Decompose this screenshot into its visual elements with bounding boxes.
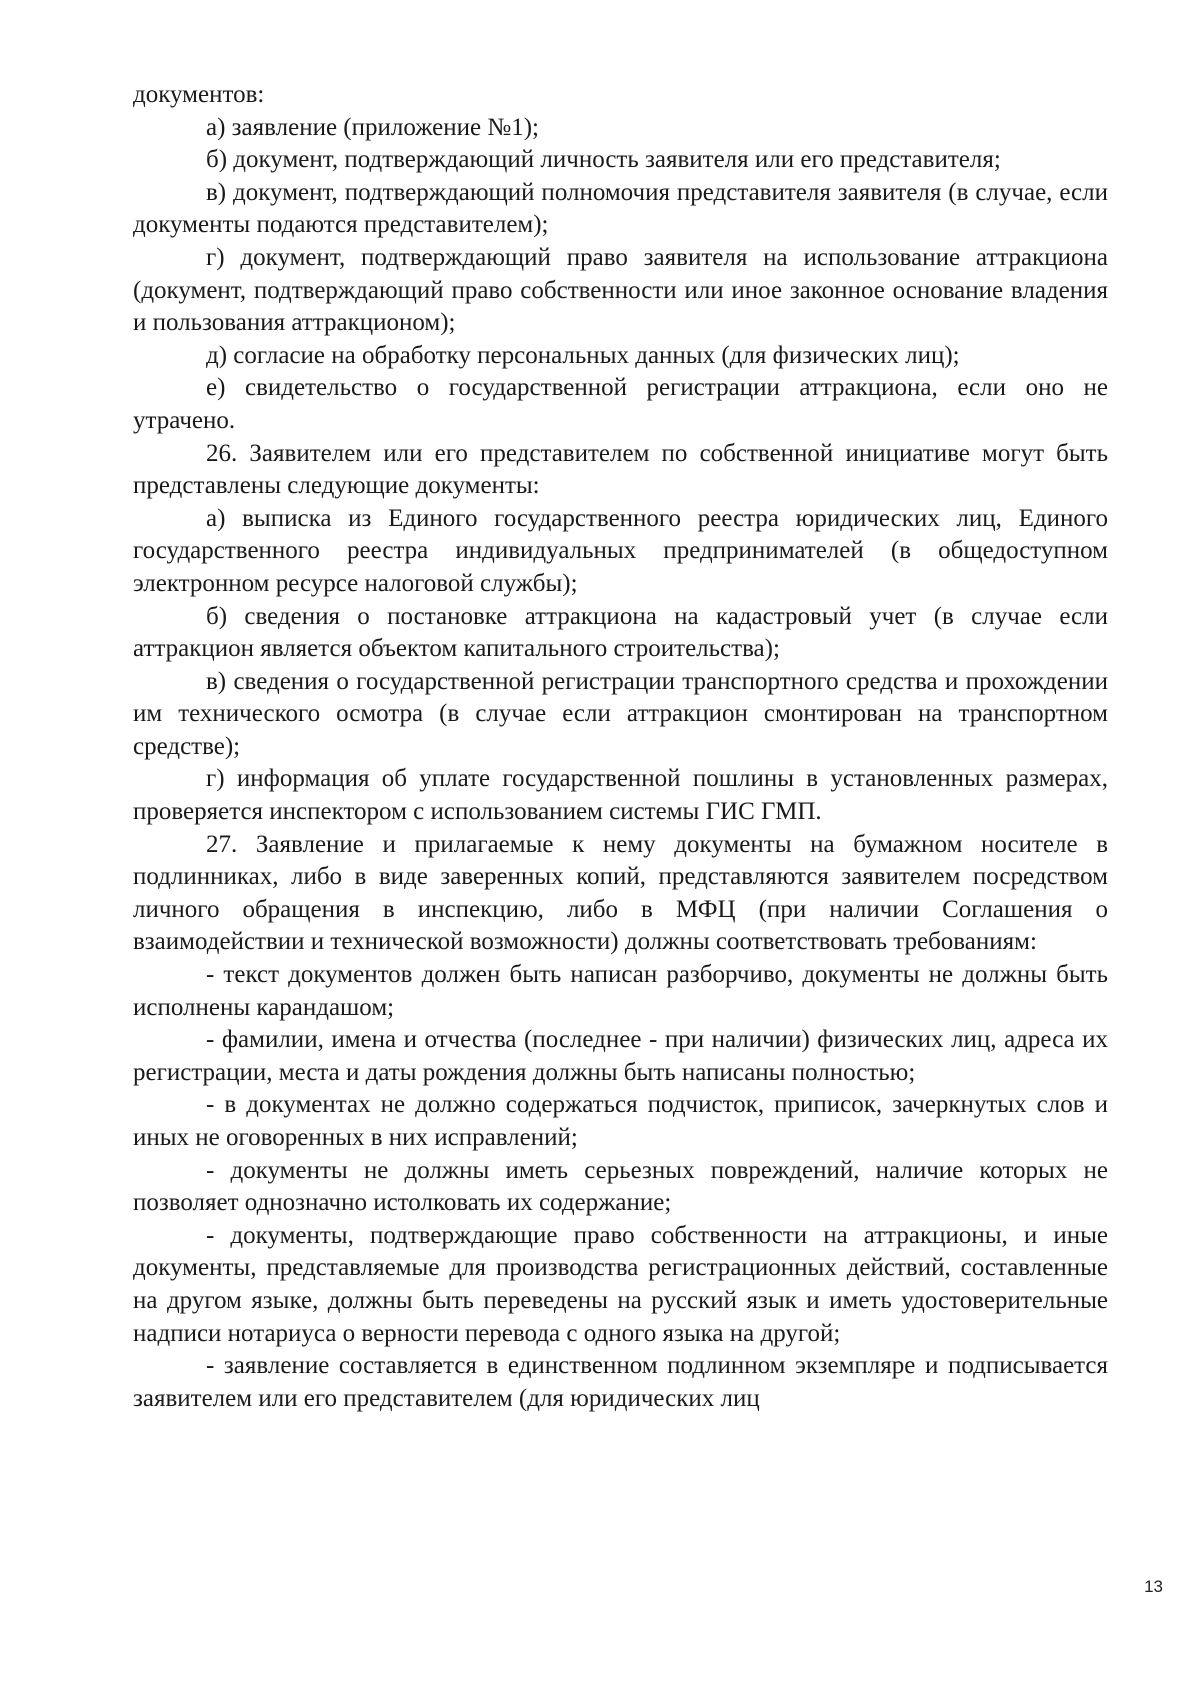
- paragraph: г) документ, подтверждающий право заявителя на использование аттракциона (документ, подтверждающий право собственности или иное законное основание владения и пользования аттракционом);: [133, 243, 1108, 337]
- paragraph: б) документ, подтверждающий личность заявителя или его представителя;: [206, 146, 1001, 174]
- paragraph: а) выписка из Единого государственного реестра юридических лиц, Единого государственного реестра индивидуальных предпринимателей (в общедоступном электронном ресурсе налоговой службы);: [133, 504, 1108, 597]
- paragraph: 27. Заявление и прилагаемые к нему документы на бумажном носителе в подлинниках, либо в виде заверенных копий, представляются заявителем посредством личного обращения в инспекцию, либо в МФЦ (при наличии Соглашения о взаимодействии и технической возможности) должны соответствовать требованиям:: [133, 830, 1108, 956]
- paragraph: в) сведения о государственной регистрации транспортного средства и прохождении им технического осмотра (в случае если аттракцион смонтирован на транспортном средстве);: [133, 667, 1108, 760]
- page-number: 13: [1144, 1577, 1163, 1596]
- paragraph: - документы, подтверждающие право собственности на аттракционы, и иные документы, представляемые для производства регистрационных действий, составленные на другом языке, должны быть переведены на русский язык и иметь удостоверительные надписи нотариуса о верности перевода с одного языка на другой;: [133, 1221, 1108, 1347]
- paragraph: - документы не должны иметь серьезных повреждений, наличие которых не позволяет однозначно истолковать их содержание;: [133, 1156, 1108, 1217]
- paragraph: - заявление составляется в единственном подлинном экземпляре и подписывается заявителем или его представителем (для юридических лиц: [133, 1352, 1108, 1412]
- paragraph: б) сведения о постановке аттракциона на кадастровый учет (в случае если аттракцион является объектом капитального строительства);: [133, 602, 1108, 663]
- document-body: [133, 79, 1108, 1415]
- paragraph: г) информация об уплате государственной пошлины в установленных размерах, проверяется инспектором с использованием системы ГИС ГМП.: [133, 765, 1108, 826]
- paragraph: - фамилии, имена и отчества (последнее - при наличии) физических лиц, адреса их регистрации, места и даты рождения должны быть написаны полностью;: [133, 1026, 1108, 1086]
- paragraph: документов:: [133, 81, 265, 108]
- paragraph: е) свидетельство о государственной регистрации аттракциона, если оно не утрачено.: [133, 374, 1108, 434]
- paragraph: 26. Заявителем или его представителем по собственной инициативе могут быть представлены следующие документы:: [133, 439, 1108, 500]
- paragraph: - в документах не должно содержаться подчисток, приписок, зачеркнутых слов и иных не оговоренных в них исправлений;: [133, 1091, 1108, 1151]
- paragraph: а) заявление (приложение №1);: [206, 113, 539, 141]
- paragraph: в) документ, подтверждающий полномочия представителя заявителя (в случае, если документы подаются представителем);: [133, 178, 1108, 239]
- paragraph: д) согласие на обработку персональных данных (для физических лиц);: [206, 341, 960, 369]
- paragraph: - текст документов должен быть написан разборчиво, документы не должны быть исполнены карандашом;: [133, 961, 1108, 1021]
